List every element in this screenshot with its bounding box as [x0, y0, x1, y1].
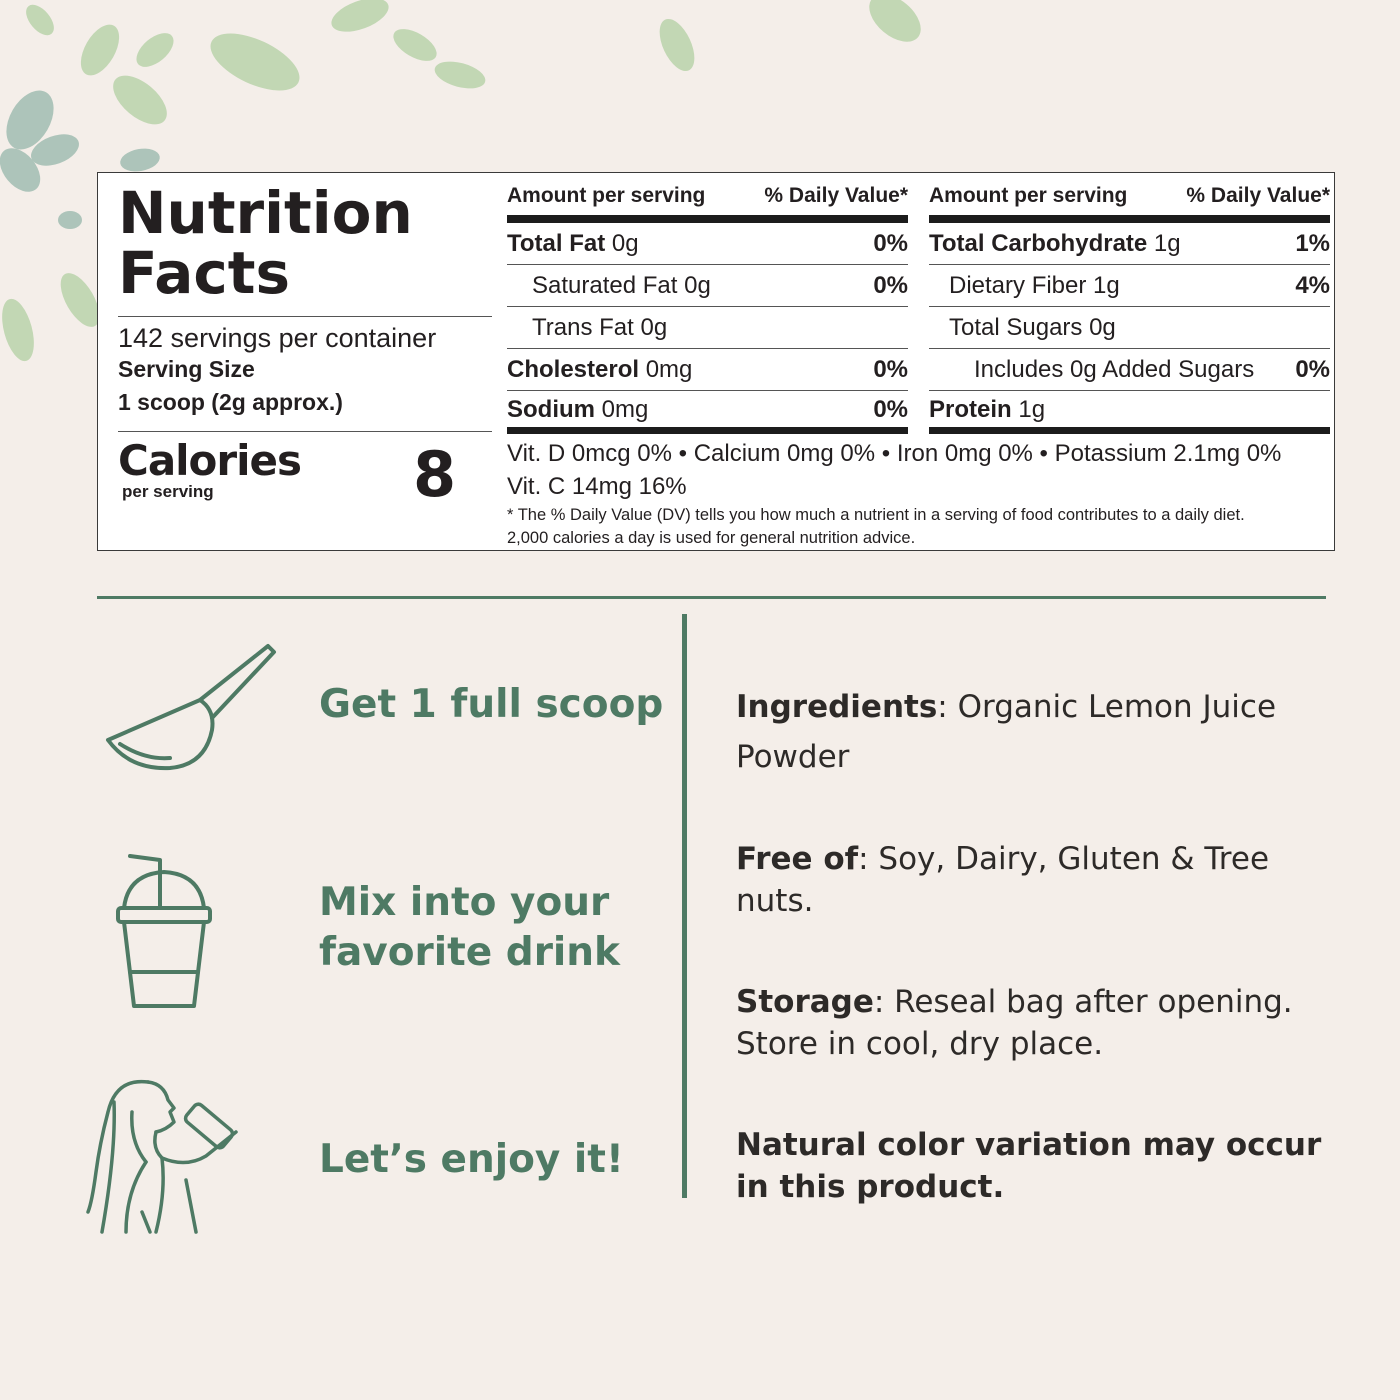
daily-value-footnote [507, 504, 1337, 550]
nutrient-row-protein [929, 391, 1330, 434]
nutrient-amount: 0g [611, 230, 639, 257]
nutrition-title-line1: Nutrition [118, 179, 413, 247]
step-2-text-line1: Mix into your [319, 880, 610, 925]
storage-text: : Reseal bag after opening. Store in cool, dry place. [736, 984, 1293, 1062]
storage-label: Storage [736, 984, 874, 1020]
servings-per-container: 142 servings per container [118, 323, 437, 353]
nutrient-dv: 0% [873, 230, 908, 257]
section-divider-vertical [682, 614, 687, 1198]
nutrient-amount: 0g [640, 314, 668, 341]
nutrient-amount: 1g [1093, 272, 1120, 299]
nutrient-amount: 1g [1153, 230, 1181, 257]
nutrient-name: Trans Fat [532, 314, 634, 341]
nutrition-title-line2: Facts [118, 239, 290, 307]
nutrient-amount: 0mg [645, 356, 693, 383]
calories-sub-label: per serving [122, 482, 214, 501]
nutrition-facts-panel [97, 172, 1335, 551]
nutrient-dv: 0% [873, 396, 908, 423]
step-2-text-line2: favorite drink [319, 930, 620, 975]
step-2-text [319, 878, 620, 978]
free-of-info [736, 838, 1336, 922]
serving-size-label: Serving Size [118, 356, 255, 382]
amount-header: Amount per serving [929, 184, 1128, 207]
column-header [507, 181, 908, 223]
ingredients-info [736, 682, 1336, 782]
calories-row [118, 432, 492, 532]
nutrient-name: Cholesterol [507, 356, 640, 383]
vitamins-line-2: Vit. C 14mg 16% [507, 473, 687, 500]
nutrient-row-total-carbohydrate [929, 223, 1330, 265]
divider [118, 316, 492, 317]
nutrient-name: Includes 0g Added Sugars [974, 356, 1255, 383]
nutrient-name: Total Fat [507, 230, 606, 257]
free-of-label: Free of [736, 841, 859, 877]
ingredients-text: : Organic Lemon Juice Powder [736, 689, 1277, 775]
nutrient-row-cholesterol [507, 349, 908, 391]
ingredients-label: Ingredients [736, 689, 938, 725]
nutrient-amount: 1g [1018, 396, 1046, 423]
serving-size-value: 1 scoop (2g approx.) [118, 389, 343, 415]
nutrient-row-saturated-fat [507, 265, 908, 307]
nutrient-name: Saturated Fat [532, 272, 678, 299]
scoop-icon [100, 640, 280, 780]
color-variation-note [736, 1124, 1336, 1208]
nutrient-row-trans-fat [507, 307, 908, 349]
storage-info [736, 981, 1336, 1065]
nutrient-amount: 0g [1089, 314, 1116, 341]
step-3-text: Let’s enjoy it! [319, 1137, 624, 1182]
nutrition-facts-summary [118, 179, 492, 532]
nutrient-amount: 0g [684, 272, 711, 299]
nutrient-column-right [929, 181, 1330, 434]
nutrient-name: Sodium [507, 396, 595, 423]
nutrient-row-added-sugars [929, 349, 1330, 391]
nutrient-dv: 1% [1295, 230, 1330, 257]
nutrient-name: Dietary Fiber [949, 272, 1087, 299]
calories-value: 8 [413, 438, 457, 511]
section-divider-horizontal [97, 596, 1326, 599]
vitamins-minerals [507, 437, 1337, 503]
nutrient-row-total-fat [507, 223, 908, 265]
amount-header: Amount per serving [507, 184, 706, 207]
nutrient-row-sodium [507, 391, 908, 434]
daily-value-header: % Daily Value* [764, 184, 908, 207]
nutrient-dv: 0% [873, 272, 908, 299]
footnote-line-2: 2,000 calories a day is used for general nutrition advice. [507, 529, 916, 547]
nutrient-amount: 0mg [601, 396, 649, 423]
column-header [929, 181, 1330, 223]
nutrient-dv: 0% [1295, 356, 1330, 383]
color-variation-text: Natural color variation may occur in this product. [736, 1127, 1322, 1205]
calories-label: Calories [118, 436, 302, 485]
daily-value-header: % Daily Value* [1186, 184, 1330, 207]
nutrient-row-total-sugars [929, 307, 1330, 349]
nutrient-column-left [507, 181, 908, 434]
cup-icon [112, 852, 216, 1014]
woman-drinking-icon [86, 1072, 272, 1234]
footnote-line-1: * The % Daily Value (DV) tells you how much a nutrient in a serving of food contributes to a daily diet. [507, 506, 1245, 524]
nutrient-row-dietary-fiber [929, 265, 1330, 307]
nutrient-name: Total Sugars [949, 314, 1083, 341]
nutrient-dv: 0% [873, 356, 908, 383]
nutrient-name: Protein [929, 396, 1012, 423]
nutrient-dv: 4% [1295, 272, 1330, 299]
nutrient-name: Total Carbohydrate [929, 230, 1148, 257]
step-1-text: Get 1 full scoop [319, 682, 664, 727]
free-of-text: : Soy, Dairy, Gluten & Tree nuts. [736, 841, 1270, 919]
vitamins-line-1: Vit. D 0mcg 0% • Calcium 0mg 0% • Iron 0mg 0% • Potassium 2.1mg 0% [507, 440, 1282, 467]
